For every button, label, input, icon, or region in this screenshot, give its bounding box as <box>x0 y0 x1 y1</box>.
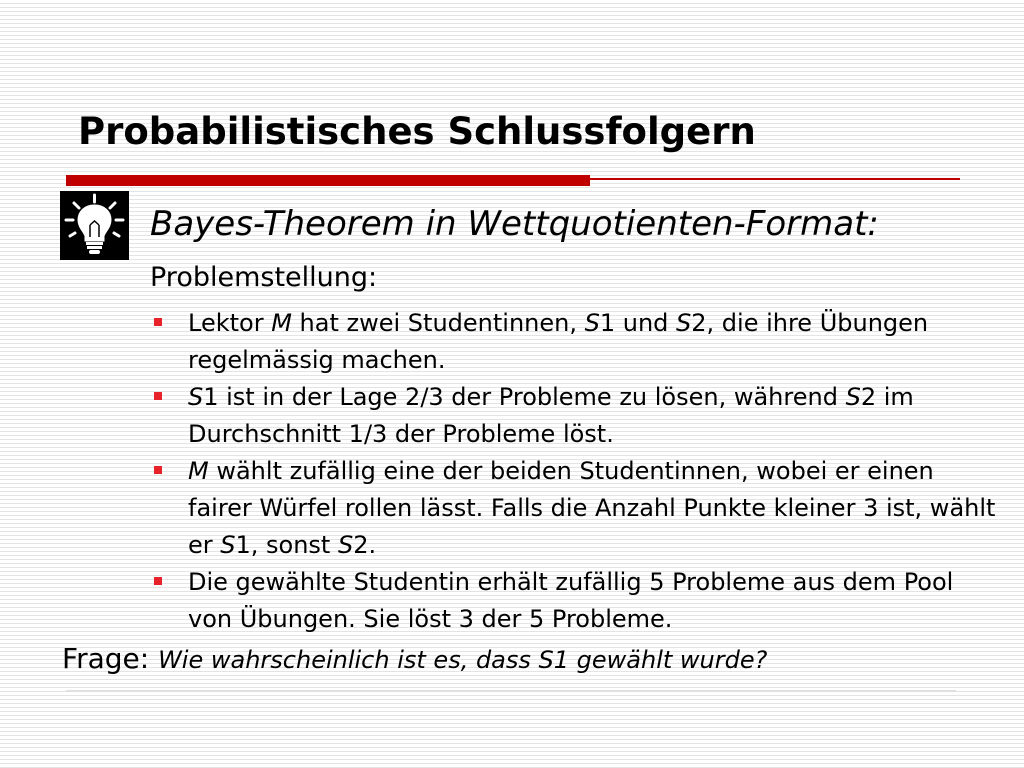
bullet-text: S <box>188 383 204 411</box>
question-label: Frage: <box>62 642 159 675</box>
bullet-text: 2 im Durchschnitt 1/3 der Probleme löst. <box>188 383 914 448</box>
bullet-text: 2, die ihre Übungen regelmässig machen. <box>188 309 929 374</box>
bullet-list <box>150 305 1000 638</box>
bullet-text: S <box>220 531 236 559</box>
bullet-text: S <box>337 531 354 559</box>
bullet-text: S <box>584 309 600 337</box>
bullet-text: 1 und <box>599 309 677 337</box>
slide-heading <box>150 200 980 302</box>
lightbulb-icon <box>60 191 129 260</box>
bullet-item <box>150 564 1000 638</box>
bullet-text: 1 ist in der Lage 2/3 der Probleme zu lösen, während <box>203 383 846 411</box>
bullet-item <box>150 453 1000 564</box>
bullet-marker-icon <box>154 318 162 326</box>
heading-regular: Problemstellung: <box>150 262 378 293</box>
bullet-text: Die gewählte Studentin erhält zufällig 5 Probleme aus dem Pool von Übungen. Sie löst 3 der 5 Probleme. <box>188 568 954 633</box>
bullet-marker-icon <box>154 577 162 585</box>
slide-title: Probabilistisches Schlussfolgern <box>78 110 756 153</box>
bullet-text: hat zwei Studentinnen, <box>291 309 585 337</box>
bullet-text: 1, sonst <box>235 531 338 559</box>
bullet-text: S <box>845 383 861 411</box>
question-text: Wie wahrscheinlich ist es, dass S1 gewählt wurde? <box>158 646 768 674</box>
bullet-text: wählt zufällig eine der beiden Studentinnen, wobei er einen fairer Würfel rollen lässt. Falls die Anzahl Punkte kleiner 3 ist, wählt er <box>188 457 996 559</box>
bullet-item <box>150 379 1000 453</box>
question <box>62 642 767 675</box>
bullet-text: M <box>271 309 292 337</box>
bullet-text: S <box>676 309 692 337</box>
bullet-text: Lektor <box>188 309 272 337</box>
heading-italic: Bayes-Theorem in Wettquotienten-Format: <box>150 204 879 244</box>
title-accent-bar <box>66 175 590 186</box>
bullet-item <box>150 305 1000 379</box>
bullet-text: 2. <box>353 531 377 559</box>
bullet-marker-icon <box>154 392 162 400</box>
bullet-text: M <box>188 457 209 485</box>
title-accent-line <box>590 178 960 180</box>
bullet-marker-icon <box>154 466 162 474</box>
footer-divider <box>66 690 956 692</box>
